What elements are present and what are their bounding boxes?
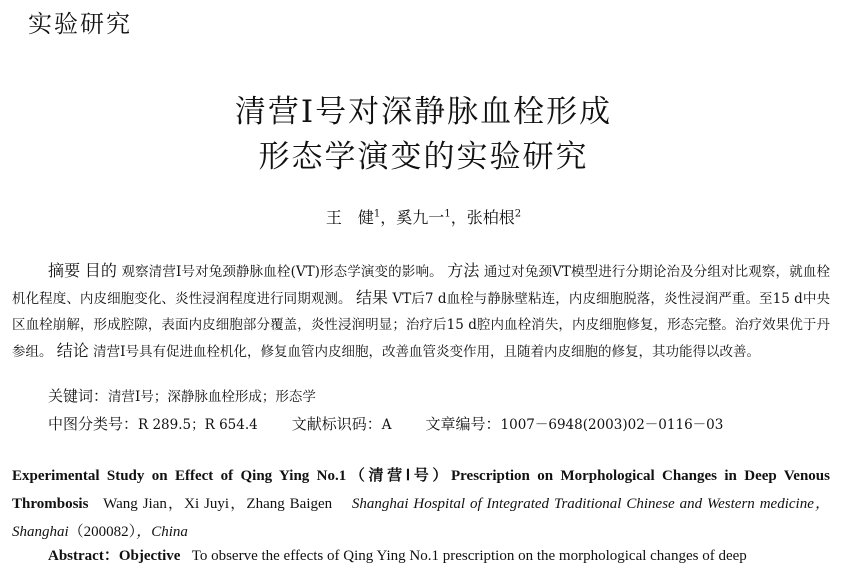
english-affiliation: Shanghai Hospital of Integrated Traditional Chinese and Western medicine，Shanghai xyxy=(12,496,831,540)
method-text: 通过对兔颈VT模型进行分期论治及分组对比观察，就血栓机化程度、内皮细胞变化、炎性浸润程度进行同期观测。 xyxy=(12,264,830,308)
objective-label: 目的 xyxy=(84,261,117,280)
author-separator: ， xyxy=(380,208,397,227)
english-abstract-label: Abstract：Objective xyxy=(48,548,181,564)
keywords-value: 清营Ⅰ号；深静脉血栓形成；形态学 xyxy=(108,389,316,405)
method-label: 方法 xyxy=(447,261,480,280)
author-name: 奚九一 xyxy=(396,208,445,227)
author-name: 张柏根 xyxy=(466,208,515,227)
article-number-value: 1007－6948(2003)02－0116－03 xyxy=(500,417,724,433)
abstract-label: 摘要 xyxy=(48,261,81,280)
conclusion-text: 清营Ⅰ号具有促进血栓机化，修复血管内皮细胞，改善血管炎变作用，且随着内皮细胞的修复，其功能得以改善。 xyxy=(93,343,760,360)
author-name: 王 健 xyxy=(325,208,374,227)
english-postcode: （200082） xyxy=(68,524,137,540)
author-affiliation-mark: 1 xyxy=(373,208,381,220)
english-title: Experimental Study on Effect of Qing Ying No.1（清营Ⅰ号）Prescription on Morphological Changes in Deep Venous Thrombosis xyxy=(12,468,830,512)
english-header xyxy=(12,462,830,546)
section-label: 实验研究 xyxy=(28,10,132,38)
article-number-label: 文章编号： xyxy=(425,415,501,433)
conclusion-label: 结论 xyxy=(56,340,89,360)
result-text: VT后7 d血栓与静脉壁粘连，内皮细胞脱落，炎性浸润严重。至15 d中央区血栓崩解，形成腔隙，表面内皮细胞部分覆盖，炎性浸润明显；治疗后15 d腔内血栓消失，内皮细胞修复，形态完整。治疗效果优于丹参组。 xyxy=(12,291,830,360)
author-affiliation-mark: 1 xyxy=(444,208,451,220)
chinese-abstract xyxy=(12,258,830,365)
classification-line xyxy=(48,413,723,434)
english-abstract-text: To observe the effects of Qing Ying No.1 prescription on the morphological changes of deep xyxy=(191,548,747,564)
title-line-2: 形态学演变的实验研究 xyxy=(258,139,589,175)
keywords xyxy=(48,385,316,406)
author-affiliation-mark: 2 xyxy=(514,208,522,220)
english-country: ，China xyxy=(136,524,188,540)
doc-code-label: 文献标识码： xyxy=(291,415,382,433)
objective-text: 观察清营Ⅰ号对兔颈静脉血栓(VT)形态学演变的影响。 xyxy=(121,264,443,280)
keywords-label: 关键词： xyxy=(48,387,109,405)
author-separator: ， xyxy=(450,208,467,227)
clc-value: R 289.5；R 654.4 xyxy=(138,417,258,433)
english-abstract xyxy=(48,544,830,565)
title-line-1: 清营Ⅰ号对深静脉血栓形成 xyxy=(234,94,613,130)
clc-label: 中图分类号： xyxy=(48,415,139,433)
doc-code-value: A xyxy=(381,417,392,433)
author-line xyxy=(0,205,847,228)
english-authors: Wang Jian，Xi Juyi，Zhang Baigen xyxy=(103,496,333,512)
result-label: 结果 xyxy=(355,288,389,308)
